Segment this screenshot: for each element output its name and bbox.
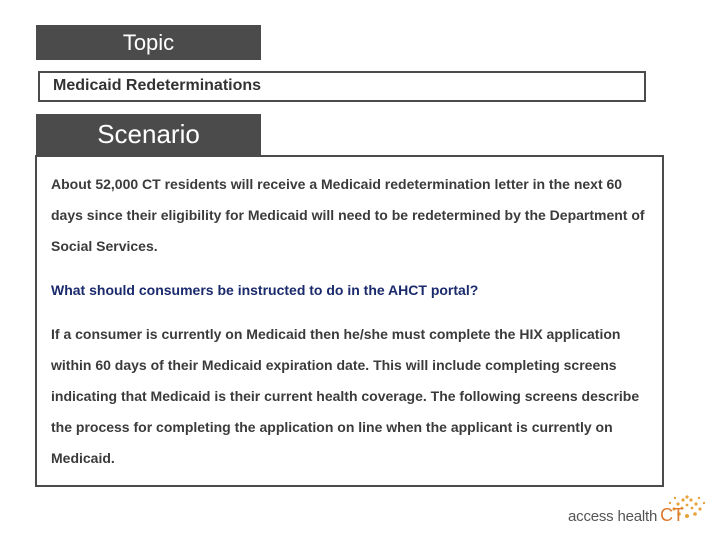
access-health-ct-logo [568, 494, 710, 530]
logo-text: access health [568, 508, 658, 525]
topic-title-box [38, 71, 646, 102]
scenario-heading: Scenario [36, 114, 261, 155]
topic-heading: Topic [36, 25, 261, 60]
scenario-content-box [35, 155, 664, 487]
logo-wordmark [568, 505, 684, 526]
scenario-answer: If a consumer is currently on Medicaid then he/she must complete the HIX application within 60 days of their Medicaid expiration date. This will include completing screens indicating that Medicaid is their current health coverage. The following screens describe the process for completing the application on line when the applicant is currently on Medicaid. [51, 326, 640, 466]
scenario-intro: About 52,000 CT residents will receive a Medicaid redetermination letter in the next 60 days since their eligibility for Medicaid will need to be redetermined by the Department of Social Services. [51, 176, 645, 254]
topic-title: Medicaid Redeterminations [53, 77, 262, 94]
scenario-question: What should consumers be instructed to do in the AHCT portal? [51, 282, 479, 298]
logo-ct: CT [660, 505, 684, 525]
